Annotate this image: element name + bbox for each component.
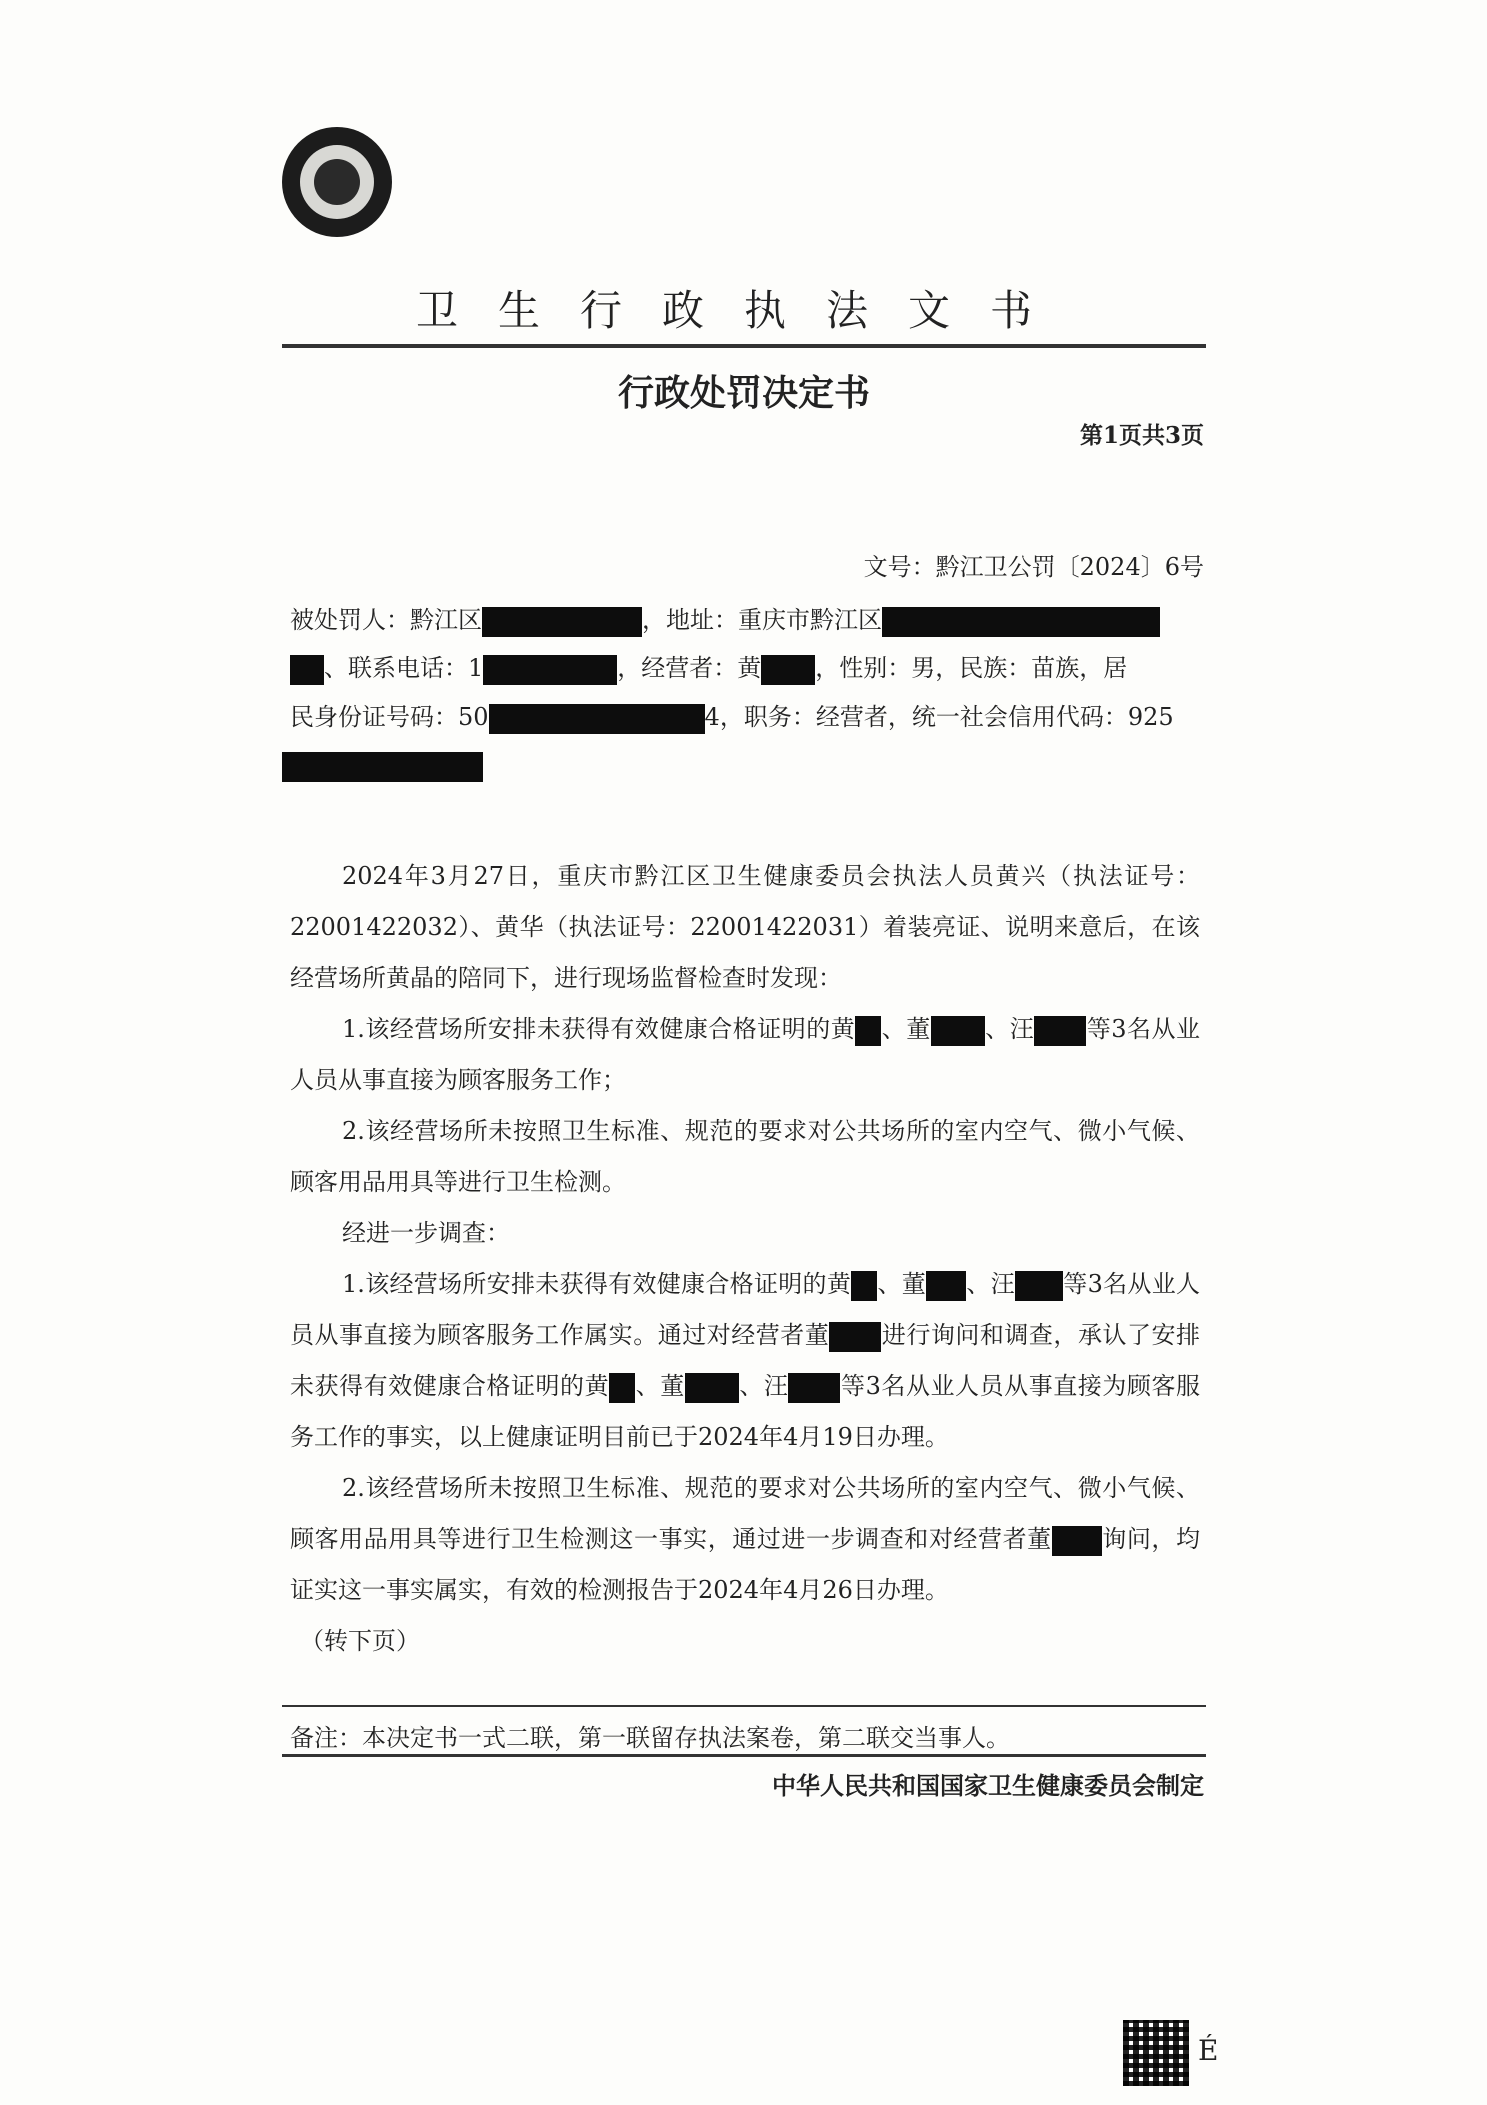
redaction-block <box>788 1373 840 1403</box>
footer-rule-bottom <box>282 1754 1206 1757</box>
case-body <box>290 851 1200 1667</box>
paragraph-finding-1: 1.该经营场所安排未获得有效健康合格证明的黄 、董 、汪 等3名从业人员从事直接为顾客服务工作； <box>290 1015 1200 1094</box>
redaction-block <box>685 1373 739 1403</box>
redaction-block <box>851 1271 877 1301</box>
document-title: 行政处罚决定书 <box>617 372 870 414</box>
redaction-block <box>926 1271 966 1301</box>
paragraph-result-2: 2.该经营场所未按照卫生标准、规范的要求对公共场所的室内空气、微小气候、顾客用品用具等进行卫生检测这一事实，通过进一步调查和对经营者董 询问，均证实这一事实属实，有效的检测报告于2024年4月26日办理。 <box>290 1474 1201 1604</box>
qr-mark: É <box>1198 2034 1219 2067</box>
remark-text: 备注：本决定书一式二联，第一联留存执法案卷，第二联交当事人。 <box>290 1724 1010 1752</box>
page-info: 第1页共3页 <box>1079 422 1204 449</box>
redaction-block <box>855 1016 881 1046</box>
redaction-block <box>761 655 815 685</box>
redaction-block <box>609 1373 635 1403</box>
redaction-block <box>931 1016 985 1046</box>
redaction-block <box>1034 1016 1086 1046</box>
redaction-block <box>882 607 1160 637</box>
redaction-block <box>1015 1271 1063 1301</box>
national-emblem-icon <box>282 127 392 237</box>
document-number: 文号：黔江卫公罚〔2024〕6号 <box>863 553 1204 581</box>
party-line-3: 民身份证号码：50 4，职务：经营者，统一社会信用代码：925 <box>290 700 1200 734</box>
redaction-block <box>829 1322 881 1352</box>
paragraph-investigation: 经进一步调查： <box>342 1219 510 1247</box>
header-rule <box>282 344 1206 348</box>
party-line-2: 、联系电话：1 ，经营者：黄 ，性别：男，民族：苗族，居 <box>290 651 1200 685</box>
issuer-line: 中华人民共和国国家卫生健康委员会制定 <box>772 1771 1204 1800</box>
redaction-block <box>282 752 483 782</box>
redaction-block <box>489 704 705 734</box>
paragraph-finding-2: 2.该经营场所未按照卫生标准、规范的要求对公共场所的室内空气、微小气候、顾客用品用具等进行卫生检测。 <box>290 1117 1200 1196</box>
qr-code-icon <box>1123 2020 1189 2086</box>
redaction-block <box>482 607 642 637</box>
paragraph-inspection: 2024年3月27日，重庆市黔江区卫生健康委员会执法人员黄兴（执法证号：22001422032）、黄华（执法证号：22001422031）着装亮证、说明来意后，在该经营场所黄晶的陪同下，进行现场监督检查时发现： <box>290 862 1200 992</box>
party-line-1: 被处罚人：黔江区 ，地址：重庆市黔江区 <box>290 603 1200 637</box>
series-title: 卫生行政执法文书 <box>415 286 1072 335</box>
redaction-block <box>290 655 324 685</box>
paragraph-result-1: 1.该经营场所安排未获得有效健康合格证明的黄 、董 、汪 等3名从业人员从事直接为顾客服务工作属实。通过对经营者董 进行询问和调查，承认了安排未获得有效健康合格证明的黄 、董 、汪 等3名从业人员从事直接为顾客服务工作的事实，以上健康证明目前已于2024年4月19日办理。 <box>290 1270 1201 1451</box>
continued-note: （转下页） <box>300 1627 420 1655</box>
redaction-block <box>483 655 617 685</box>
footer-rule-top <box>282 1705 1206 1707</box>
redaction-block <box>1052 1526 1102 1556</box>
